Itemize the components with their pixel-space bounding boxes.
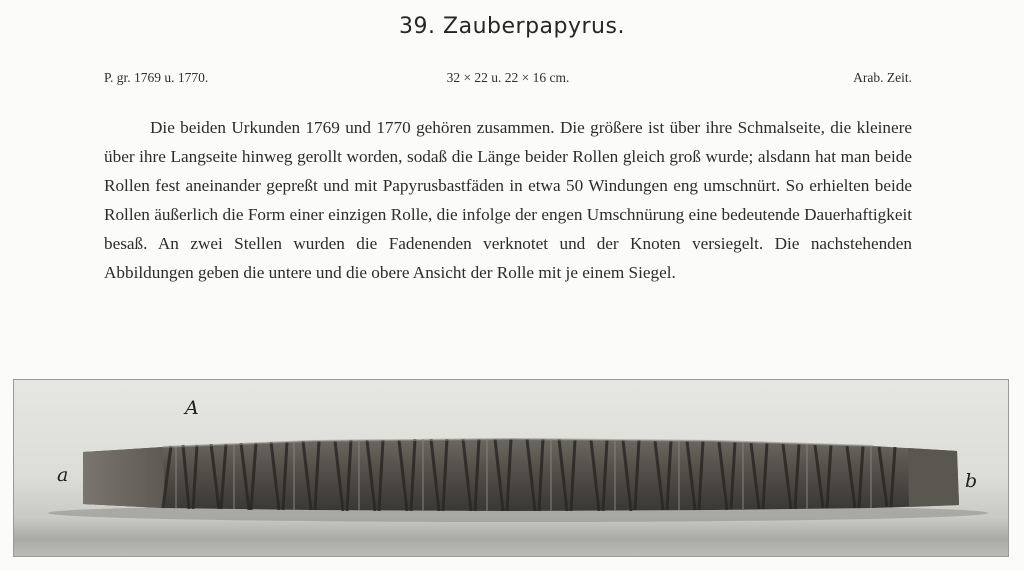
- page-title: 39. Zauberpapyrus.: [399, 14, 625, 39]
- roll-illustration: [13, 379, 1009, 557]
- figure-label-right: b: [965, 470, 978, 492]
- dimensions: 32 × 22 u. 22 × 16 cm.: [446, 70, 570, 85]
- dating: Arab. Zeit.: [853, 70, 912, 85]
- figure-label-top: A: [185, 397, 199, 419]
- figure-label-left: a: [57, 464, 69, 486]
- metadata-row: [104, 70, 912, 90]
- roll-end-left: [83, 447, 165, 508]
- roll-end-right: [908, 448, 959, 507]
- description-paragraph: Die beiden Urkunden 1769 und 1770 gehören zusammen. Die größere ist über ihre Schmalseite, die kleinere über ihre Langseite hinweg gerollt worden, sodaß die Länge beider Rollen gleich groß wurde; alsdann hat man beide Rollen fest aneinander gepreßt und mit Papyrusbastfäden in etwa 50 Windungen eng umschnürt. So erhielten beide Rollen äußerlich die Form einer einzigen Rolle, die infolge der engen Umschnürung eine bedeutende Dauerhaftigkeit besaß. An zwei Stellen wurden die Fadenenden verknotet und der Knoten versiegelt. Die nachstehenden Abbildungen geben die untere und die obere Ansicht der Rolle mit je einem Siegel.: [104, 118, 912, 282]
- catalog-number: P. gr. 1769 u. 1770.: [104, 70, 209, 85]
- papyrus-roll-photograph: [13, 379, 1009, 557]
